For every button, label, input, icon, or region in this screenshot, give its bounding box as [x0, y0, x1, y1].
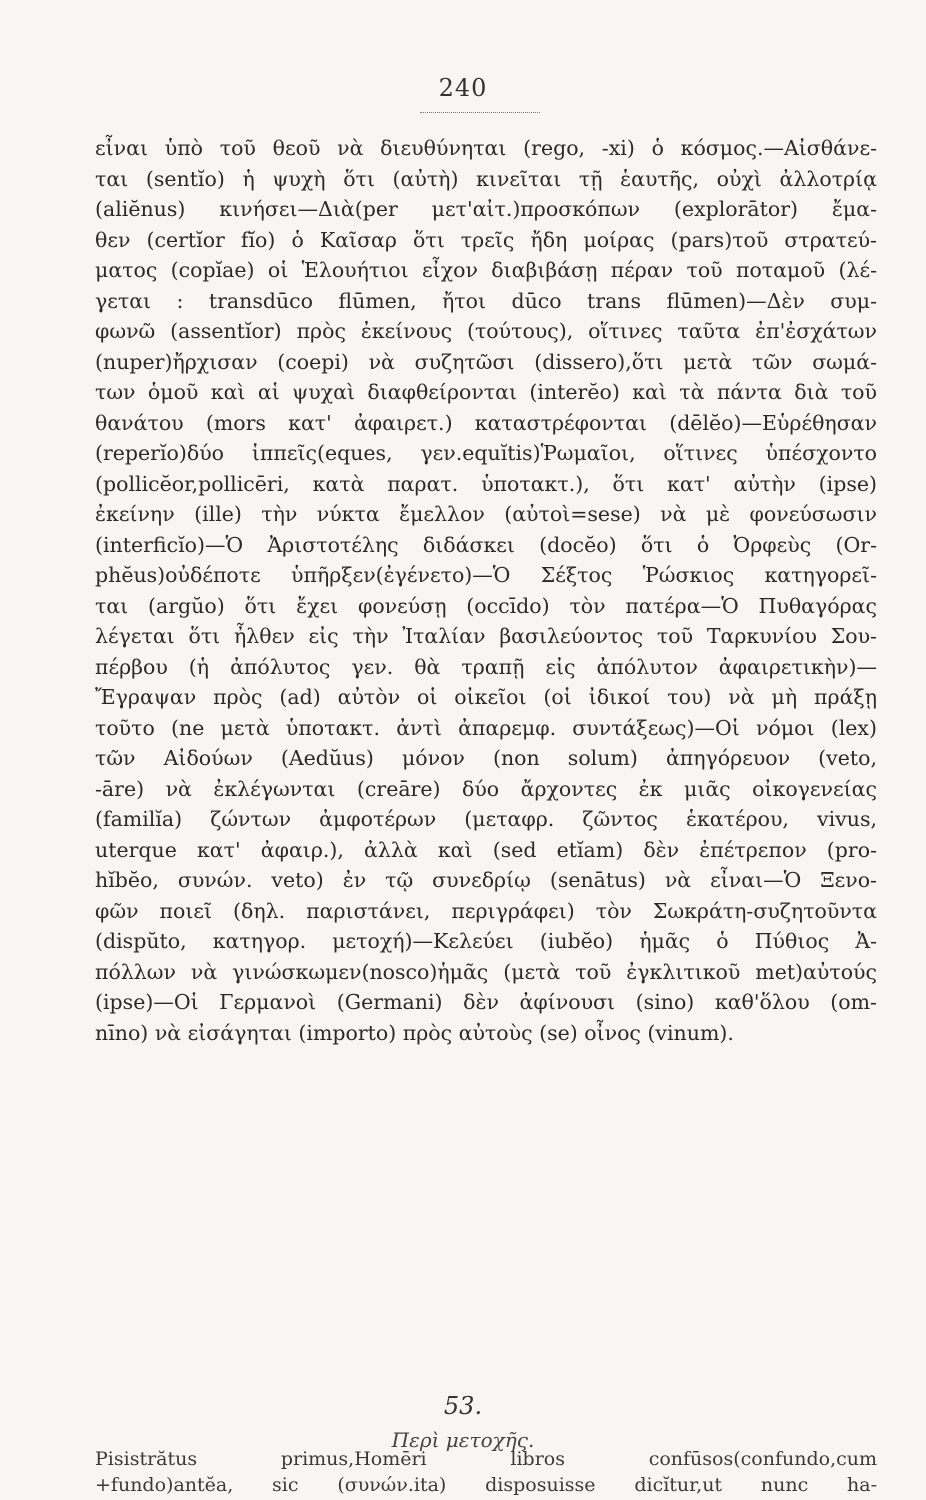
text-line: ἐκείνην (ille) τὴν νύκτα ἔμελλον (αὐτοὶ=sese) νὰ μὲ φονεύσωσιν: [95, 502, 877, 526]
text-line: πέρβου (ἡ ἀπόλυτος γεν. θὰ τραπῇ εἰς ἀπόλυτον ἀφαιρετικὴν)—: [95, 654, 877, 679]
text-line: ται (argŭo) ὅτι ἔχει φονεύσῃ (occīdo) τὸν πατέρα—Ὁ Πυθαγόρας: [95, 593, 877, 618]
page-number: 240: [438, 74, 488, 102]
text-line: -āre) νὰ ἐκλέγωνται (creāre) δύο ἄρχοντες ἐκ μιᾶς οἰκογενείας: [95, 776, 877, 801]
section-number: 53.: [443, 1392, 483, 1420]
text-line: (reperĭo)δύο ἱππεῖς(eques, γεν.equĭtis)Ῥωμαῖοι, οἵτινες ὑπέσχοντο: [95, 441, 877, 465]
text-line: ματος (copĭae) οἱ Ἑλουήτιοι εἶχον διαβιβάσῃ πέραν τοῦ ποταμοῦ (λέ-: [95, 258, 877, 282]
text-line: (nuper)ἤρχισαν (coepi) νὰ συζητῶσι (dissero),ὅτι μετὰ τῶν σωμά-: [95, 349, 877, 374]
page-number-rule: [420, 112, 540, 113]
text-line: ται (sentĭo) ἡ ψυχὴ ὅτι (αὐτὴ) κινεῖται τῇ ἑαυτῆς, οὐχὶ ἀλλοτρίᾳ: [95, 166, 877, 191]
text-line: θεν (certĭor fĭo) ὁ Καῖσαρ ὅτι τρεῖς ἤδη μοίρας (pars)τοῦ στρατεύ-: [95, 227, 877, 252]
section-title: Περὶ μετοχῆς.: [391, 1428, 535, 1452]
text-line: Ἔγραψαν πρὸς (ad) αὐτὸν οἱ οἰκεῖοι (οἱ ἰδικοί του) νὰ μὴ πράξῃ: [95, 685, 877, 709]
text-line: φῶν ποιεῖ (δηλ. παριστάνει, περιγράφει) τὸν Σωκράτη-συζητοῦντα: [95, 898, 877, 923]
text-line: πόλλων νὰ γινώσκωμεν(nosco)ἡμᾶς (μετὰ τοῦ ἐγκλιτικοῦ met)αὐτούς: [95, 959, 877, 984]
text-line: (ipse)—Οἱ Γερμανοὶ (Germani) δὲν ἀφίνουσι (sino) καθ'ὅλου (om-: [95, 990, 877, 1014]
text-line: γεται : transdūco flūmen, ἤτοι dūco trans flūmen)—Δὲν συμ-: [95, 288, 877, 313]
text-line: (dispŭto, κατηγορ. μετοχή)—Κελεύει (iubĕo) ἡμᾶς ὁ Πύθιος Ἀ-: [95, 929, 877, 953]
text-line: των ὁμοῦ καὶ αἱ ψυχαὶ διαφθείρονται (interĕo) καὶ τὰ πάντα διὰ τοῦ: [95, 380, 877, 404]
text-line: τοῦτο (ne μετὰ ὑποτακτ. ἀντὶ ἀπαρεμφ. συντάξεως)—Οἱ νόμοι (lex): [95, 715, 877, 740]
text-line: uterque κατ' ἀφαιρ.), ἀλλὰ καὶ (sed etĭam) δὲν ἐπέτρεπον (pro-: [95, 837, 877, 862]
text-line: hĭbĕo, συνών. veto) ἐν τῷ συνεδρίῳ (senātus) νὰ εἶναι—Ὁ Ξενο-: [95, 868, 877, 892]
text-line: (pollicĕor,pollicēri, κατὰ παρατ. ὑποτακτ.), ὅτι κατ' αὐτὴν (ipse): [95, 471, 877, 496]
section-text-line: Pisistrătus primus,Homēri libros confūsos(confundo,cum: [95, 1448, 877, 1470]
text-line: phĕus)οὐδέποτε ὑπῆρξεν(ἐγένετο)—Ὁ Σέξτος Ῥώσκιος κατηγορεῖ-: [95, 563, 877, 587]
text-line: (familĭa) ζώντων ἀμφοτέρων (μεταφρ. ζῶντος ἑκατέρου, vivus,: [95, 807, 877, 831]
text-line: φωνῶ (assentĭor) πρὸς ἐκείνους (τούτους), οἵτινες ταῦτα ἐπ'ἐσχάτων: [95, 319, 877, 343]
text-line: εἶναι ὑπὸ τοῦ θεοῦ νὰ διευθύνηται (rego, -xi) ὁ κόσμος.—Αἰσθάνε-: [95, 136, 877, 160]
text-line: θανάτου (mors κατ' ἀφαιρετ.) καταστρέφονται (dēlĕo)—Εὑρέθησαν: [95, 410, 877, 435]
text-line: (aliĕnus) κινήσει—Διὰ(per μετ'αἰτ.)προσκόπων (explorātor) ἔμα-: [95, 197, 877, 221]
section-text-line: +fundo)antĕa, sic (συνών.ita) disposuisse dicĭtur,ut nunc ha-: [95, 1474, 877, 1496]
body-text: [95, 133, 877, 1048]
text-line: τῶν Αἰδούων (Aedŭus) μόνον (non solum) ἀπηγόρευον (veto,: [95, 746, 877, 770]
section-text: [95, 1446, 877, 1498]
text-line: (interficĭo)—Ὁ Ἀριστοτέλης διδάσκει (docĕo) ὅτι ὁ Ὀρφεὺς (Or-: [95, 532, 877, 557]
text-line: nīno) νὰ εἰσάγηται (importo) πρὸς αὐτοὺς (se) οἶνος (vinum).: [95, 1020, 734, 1045]
text-line: λέγεται ὅτι ἦλθεν εἰς τὴν Ἰταλίαν βασιλεύοντος τοῦ Ταρκυνίου Σου-: [95, 624, 877, 648]
